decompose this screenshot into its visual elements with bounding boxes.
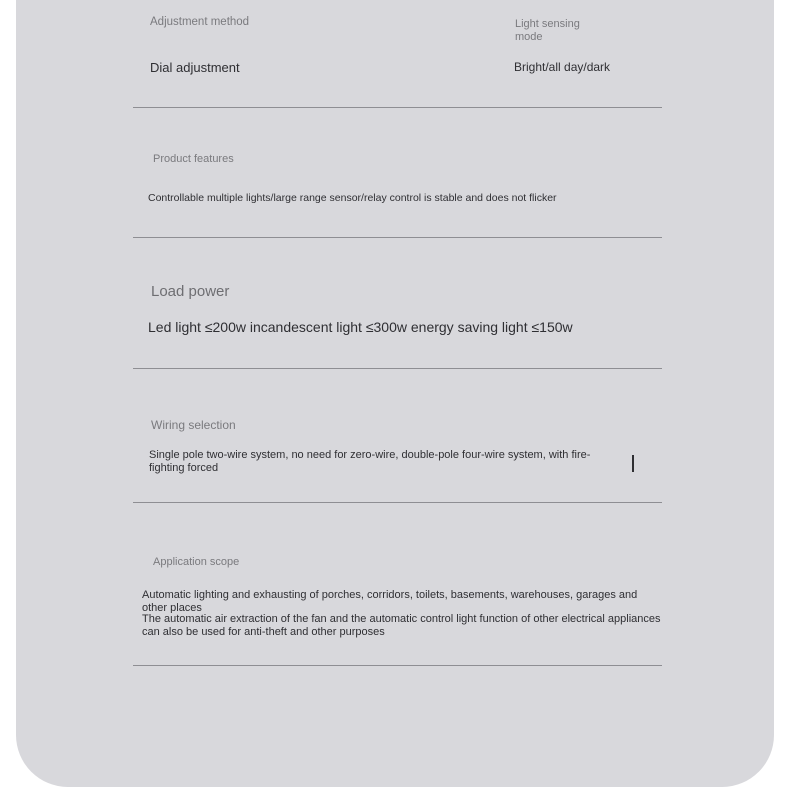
light-sensing-mode-value: Bright/all day/dark xyxy=(514,60,611,74)
divider xyxy=(133,107,662,108)
divider xyxy=(133,368,662,369)
adjustment-method-label: Adjustment method xyxy=(150,16,250,28)
light-sensing-mode-label: Light sensing mode xyxy=(515,18,580,43)
application-scope-line-1: Automatic lighting and exhausting of porches, corridors, toilets, basements, warehouses, garages and other places xyxy=(142,589,638,613)
spec-card xyxy=(16,0,774,787)
wiring-selection-value: Single pole two-wire system, no need for zero-wire, double-pole four-wire system, with fire-fighting forced xyxy=(149,449,591,474)
product-features-value: Controllable multiple lights/large range sensor/relay control is stable and does not flicker xyxy=(148,192,557,204)
adjustment-method-value: Dial adjustment xyxy=(150,60,240,75)
product-features-label: Product features xyxy=(153,153,234,165)
divider xyxy=(133,237,662,238)
application-scope-label: Application scope xyxy=(153,556,240,568)
divider xyxy=(133,665,662,666)
text-cursor xyxy=(632,455,634,472)
wiring-selection-label: Wiring selection xyxy=(151,418,236,432)
load-power-label: Load power xyxy=(151,283,230,300)
load-power-value: Led light ≤200w incandescent light ≤300w energy saving light ≤150w xyxy=(148,319,573,335)
application-scope-line-2: The automatic air extraction of the fan and the automatic control light function of other electrical appliances can also be used for anti-theft and other purposes xyxy=(142,613,661,638)
divider xyxy=(133,502,662,503)
